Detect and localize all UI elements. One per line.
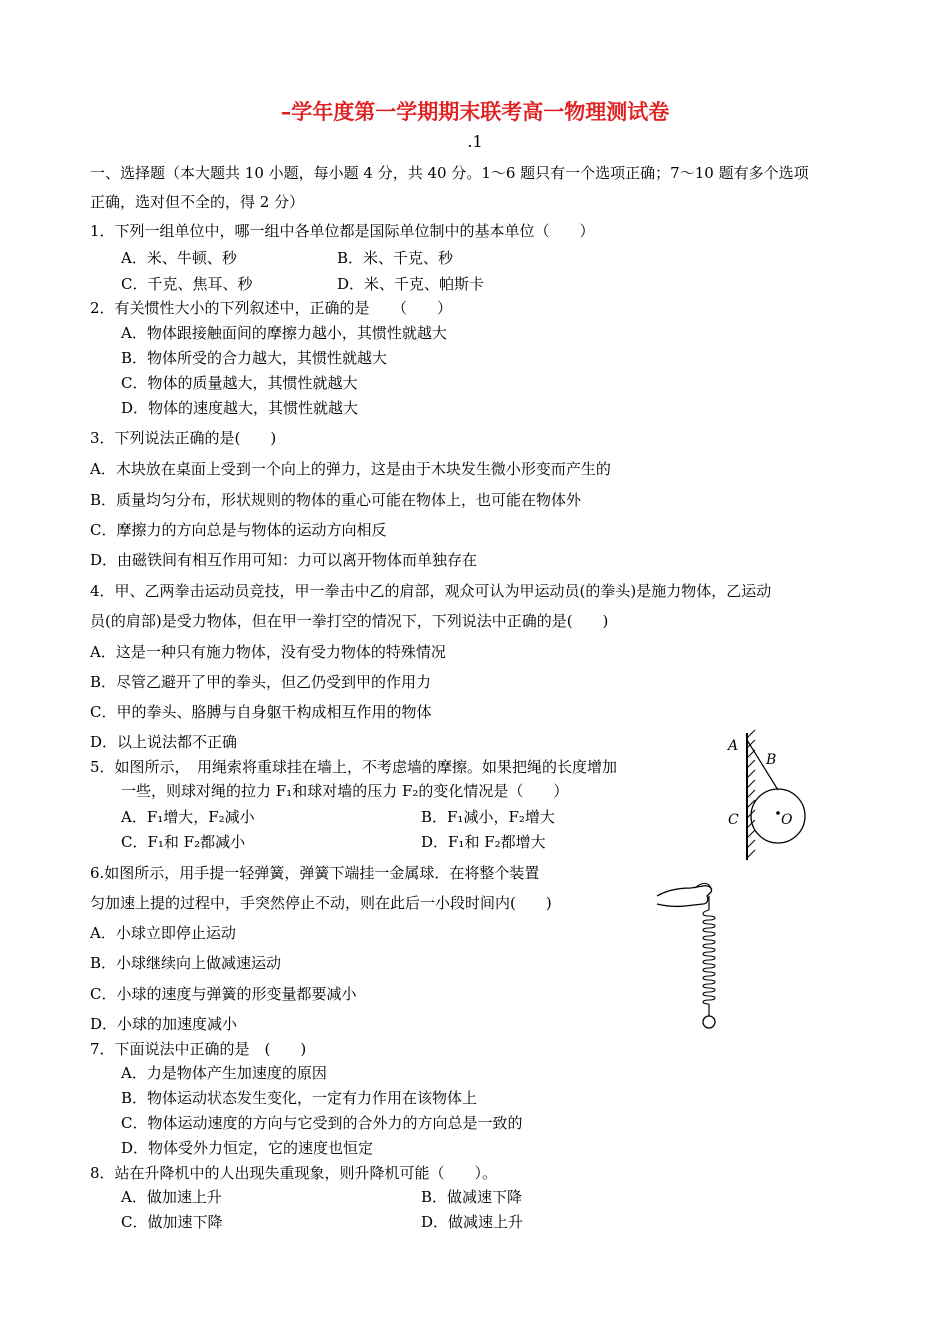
page-subtitle: .1: [467, 132, 483, 151]
q5-option-d: D．F₁和 F₂都增大: [421, 833, 546, 851]
q4-option-d: D．以上说法都不正确: [90, 733, 238, 751]
q7-option-a: A．力是物体产生加速度的原因: [121, 1064, 327, 1082]
q6-option-b: B．小球继续向上做减速运动: [90, 954, 282, 972]
section-heading-line-2: 正确，选对但不全的，得 2 分）: [90, 193, 305, 211]
q7-option-b: B．物体运动状态发生变化，一定有力作用在该物体上: [121, 1089, 478, 1107]
q5-option-c: C．F₁和 F₂都减小: [121, 833, 246, 851]
q3-option-b: B．质量均匀分布，形状规则的物体的重心可能在物体上，也可能在物体外: [90, 491, 582, 509]
q8-option-a: A．做加速上升: [121, 1188, 222, 1206]
q6-option-d: D．小球的加速度减小: [90, 1015, 238, 1033]
q4-stem-line-1: 4．甲、乙两拳击运动员竞技，甲一拳击中乙的肩部，观众可认为甲运动员(的拳头)是施力物体，乙运动: [90, 582, 772, 600]
q1-stem: 1．下列一组单位中，哪一组中各单位都是国际单位制中的基本单位（ ）: [90, 222, 595, 240]
q4-stem-line-2: 员(的肩部)是受力物体，但在甲一拳打空的情况下，下列说法中正确的是( ): [90, 612, 609, 630]
q6-stem-line-1: 6.如图所示，用手提一轻弹簧，弹簧下端挂一金属球．在将整个装置: [90, 864, 540, 882]
page-title: –学年度第一学期期末联考高一物理测试卷: [280, 99, 670, 124]
q1-option-c: C．千克、焦耳、秒: [121, 275, 253, 293]
q1-option-d: D．米、千克、帕斯卡: [337, 275, 485, 293]
q3-option-a: A．木块放在桌面上受到一个向上的弹力，这是由于木块发生微小形变而产生的: [90, 460, 611, 478]
q6-option-c: C．小球的速度与弹簧的形变量都要减小: [90, 985, 357, 1003]
q6-stem-line-2: 匀加速上提的过程中，手突然停止不动，则在此后一小段时间内( ): [90, 894, 552, 912]
q8-option-c: C．做加速下降: [121, 1213, 223, 1231]
q5-option-b: B．F₁减小，F₂增大: [421, 808, 555, 826]
q6-option-a: A．小球立即停止运动: [90, 924, 236, 942]
fig-label-o: O: [781, 812, 793, 828]
q4-option-c: C．甲的拳头、胳膊与自身躯干构成相互作用的物体: [90, 703, 432, 721]
q5-stem-line-1: 5．如图所示， 用绳索将重球挂在墙上，不考虑墙的摩擦。如果把绳的长度增加: [90, 758, 618, 776]
q7-option-d: D．物体受外力恒定，它的速度也恒定: [121, 1139, 374, 1157]
fig-label-b: B: [766, 752, 777, 768]
q5-stem-line-2: 一些，则球对绳的拉力 F₁和球对墙的压力 F₂的变化情况是（ ）: [121, 782, 569, 800]
q2-option-c: C．物体的质量越大，其惯性就越大: [121, 374, 358, 392]
q3-option-c: C．摩擦力的方向总是与物体的运动方向相反: [90, 521, 387, 539]
q8-option-b: B．做减速下降: [421, 1188, 523, 1206]
q7-option-c: C．物体运动速度的方向与它受到的合外力的方向总是一致的: [121, 1114, 523, 1132]
q5-wall-ball-figure: [722, 728, 817, 863]
q1-option-a: A．米、牛顿、秒: [121, 249, 237, 267]
q2-option-d: D．物体的速度越大，其惯性就越大: [121, 399, 359, 417]
q2-stem: 2．有关惯性大小的下列叙述中，正确的是 （ ）: [90, 299, 453, 317]
fig-label-a: A: [728, 738, 739, 754]
q4-option-a: A．这是一种只有施力物体，没有受力物体的特殊情况: [90, 643, 446, 661]
q8-stem: 8．站在升降机中的人出现失重现象，则升降机可能（ ）。: [90, 1164, 498, 1182]
q5-option-a: A．F₁增大，F₂减小: [121, 808, 255, 826]
q3-stem: 3．下列说法正确的是( ): [90, 429, 277, 447]
q2-option-a: A．物体跟接触面间的摩擦力越小，其惯性就越大: [121, 324, 447, 342]
q1-option-b: B．米、千克、秒: [337, 249, 454, 267]
q4-option-b: B．尽管乙避开了甲的拳头，但乙仍受到甲的作用力: [90, 673, 432, 691]
q2-option-b: B．物体所受的合力越大，其惯性就越大: [121, 349, 388, 367]
q6-spring-figure: [655, 876, 740, 1036]
section-heading-line-1: 一、选择题（本大题共 10 小题，每小题 4 分，共 40 分。1～6 题只有一个选项正确；7～10 题有多个选项: [90, 164, 809, 182]
q3-option-d: D．由磁铁间有相互作用可知：力可以离开物体而单独存在: [90, 551, 478, 569]
spring-coils: [703, 910, 715, 1004]
fig-label-c: C: [728, 812, 739, 828]
q7-stem: 7．下面说法中正确的是 ( ): [90, 1040, 307, 1058]
q8-option-d: D．做减速上升: [421, 1213, 524, 1231]
